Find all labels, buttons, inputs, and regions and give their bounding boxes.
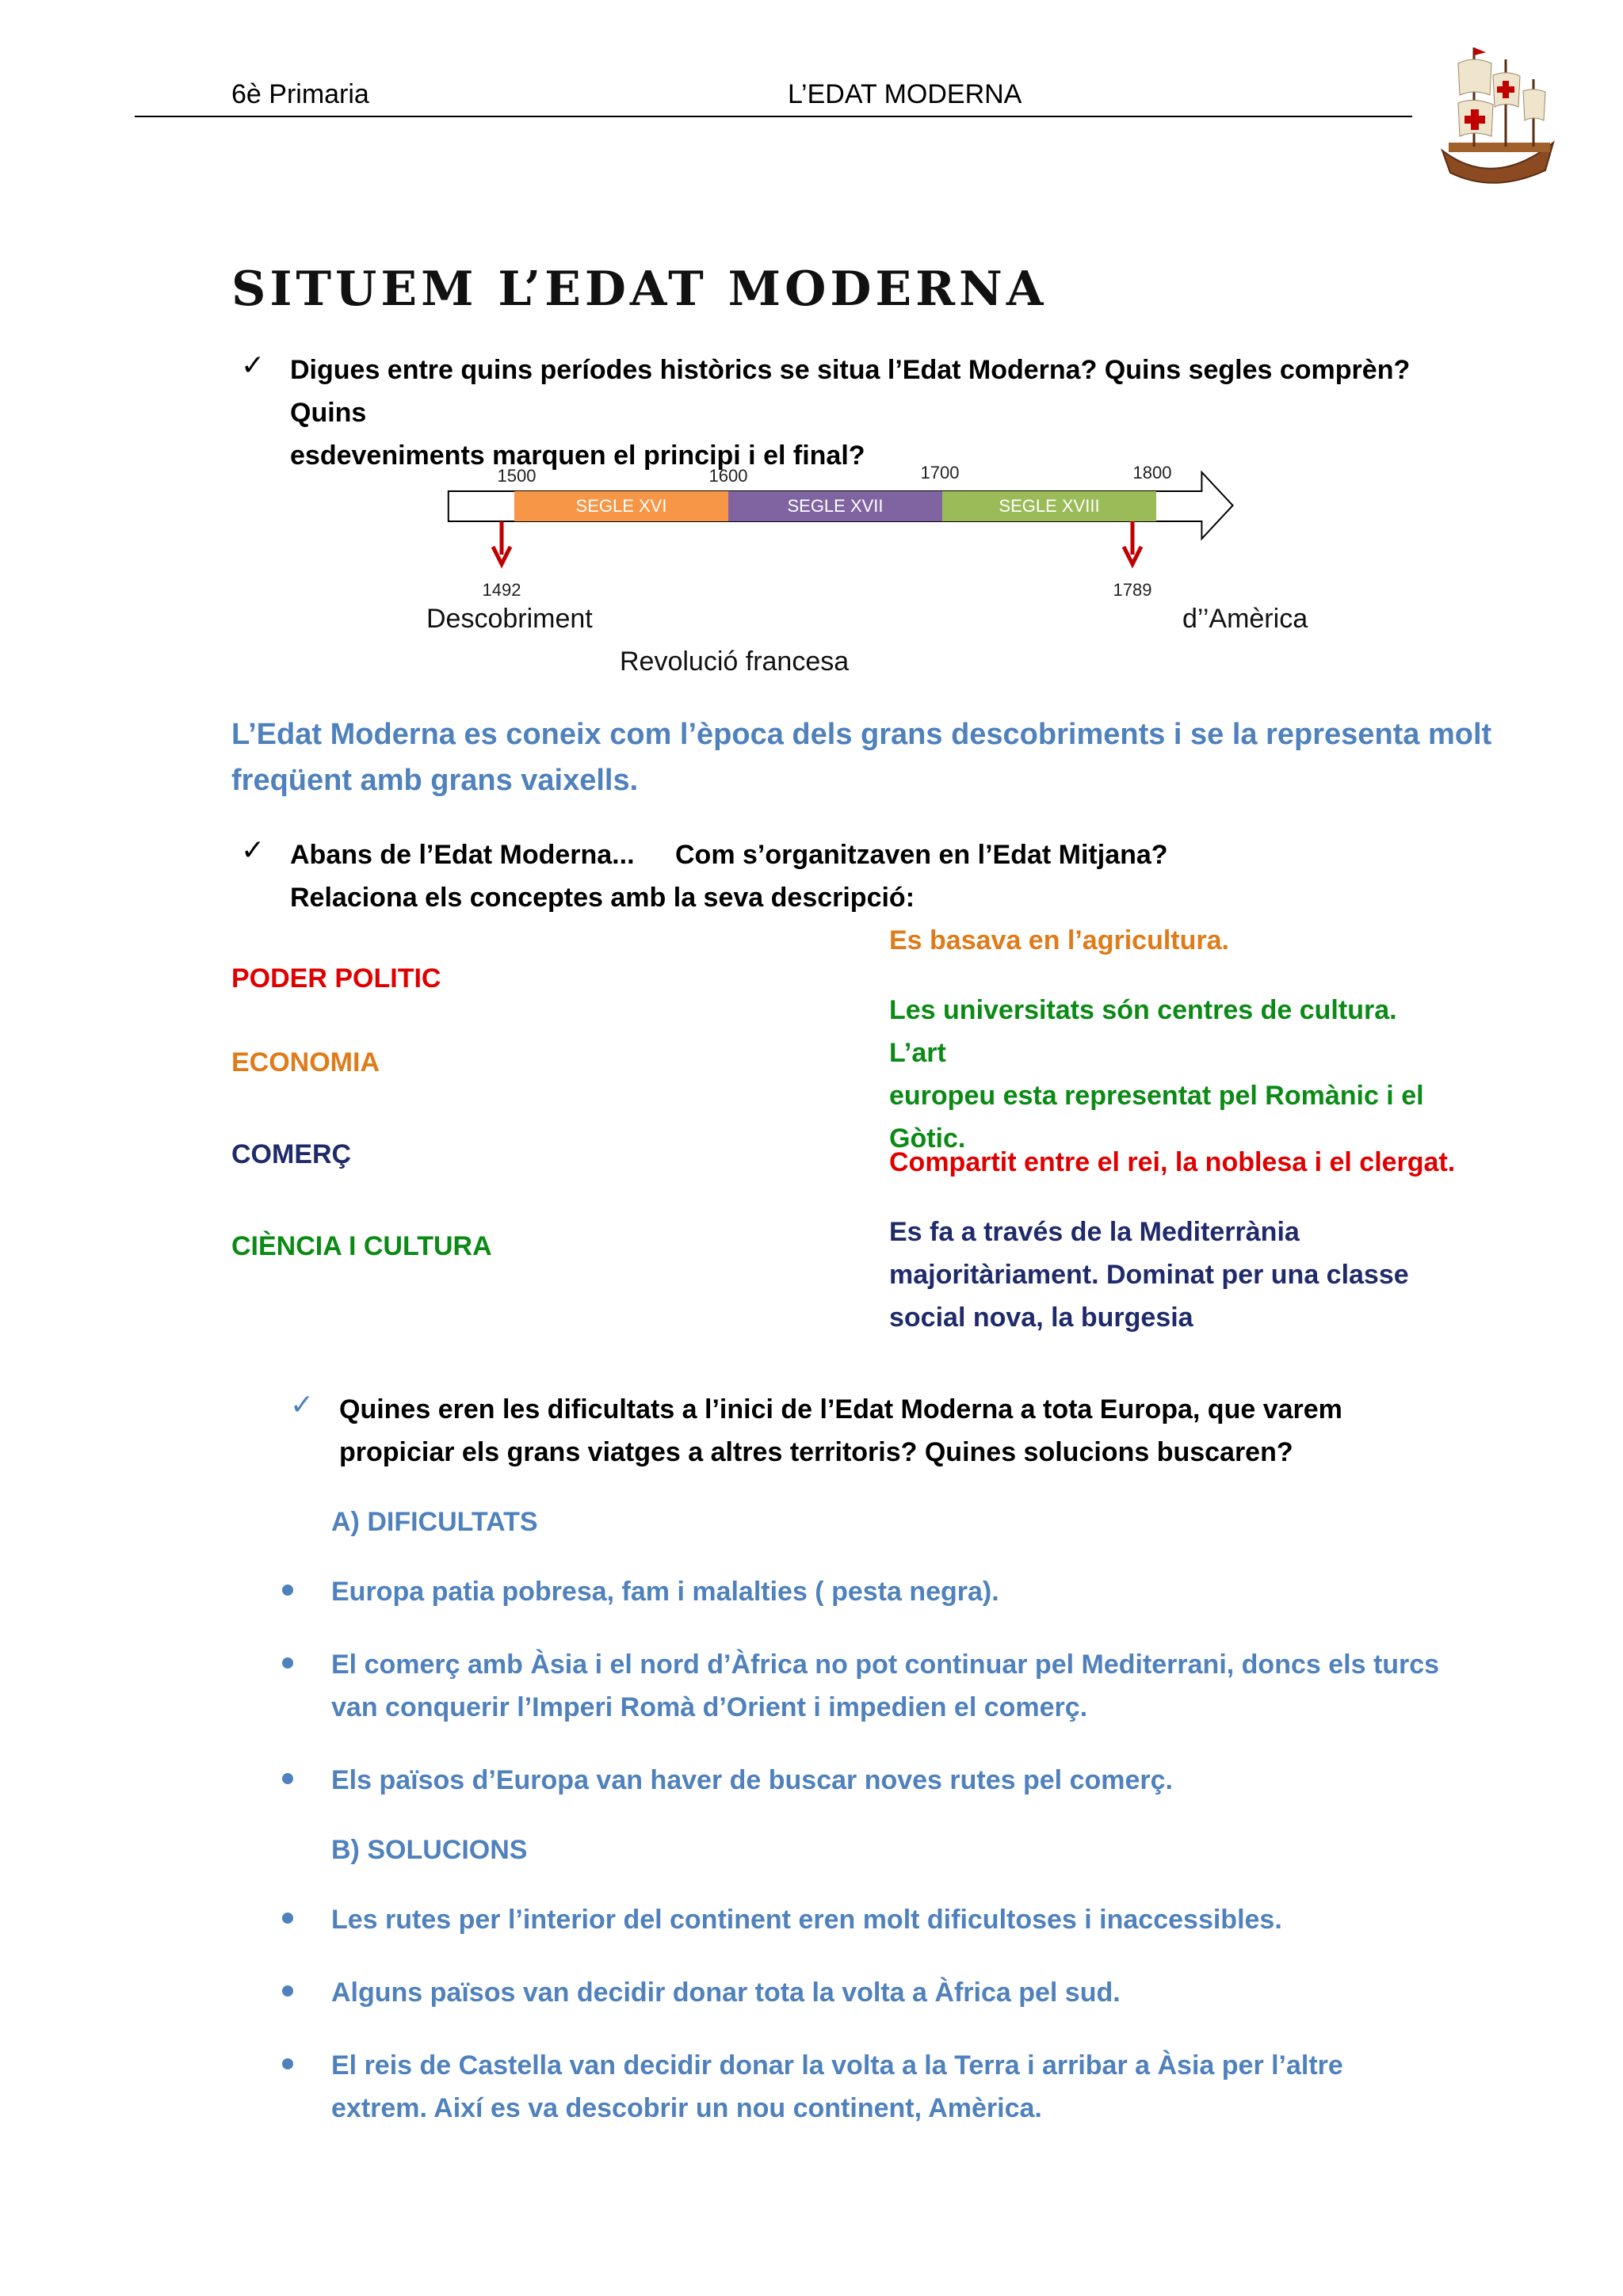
question-2-part-1: Abans de l’Edat Moderna... — [290, 840, 635, 870]
concept-poder-politic: PODER POLITIC — [231, 963, 441, 994]
solucio-2: Alguns països van decidir donar tota la volta a Àfrica pel sud. — [331, 1978, 1121, 2008]
solucio-3-line-1: El reis de Castella van decidir donar la volta a la Terra i arribar a Àsia per l’altre — [331, 2050, 1343, 2081]
year-1600: 1600 — [708, 466, 748, 486]
description-cultura-line-3: Gòtic. — [889, 1123, 966, 1154]
timeline-diagram — [441, 460, 1241, 618]
description-poder: Compartit entre el rei, la noblesa i el clergat. — [889, 1147, 1456, 1177]
question-3-line-1: Quines eren les dificultats a l’inici de l’Edat Moderna a tota Europa, que varem — [339, 1394, 1342, 1425]
dificultat-1: Europa patia pobresa, fam i malalties ( pesta negra). — [331, 1577, 999, 1607]
section-a-heading: A) DIFICULTATS — [331, 1507, 538, 1537]
concept-economia: ECONOMIA — [231, 1047, 380, 1077]
timeline-text-right: d’’Amèrica — [1182, 604, 1308, 634]
concept-ciencia-cultura: CIÈNCIA I CULTURA — [231, 1231, 492, 1261]
dificultat-3: Els països d’Europa van haver de buscar noves rutes pel comerç. — [331, 1765, 1173, 1795]
year-1789: 1789 — [1113, 580, 1152, 600]
question-3 — [339, 1388, 1449, 1474]
header-center: L’EDAT MODERNA — [788, 79, 1022, 109]
checkmark-icon: ✓ — [241, 833, 265, 866]
intro-line-1: L’Edat Moderna es coneix com l’època dels grans descobriments i se la representa molt — [231, 718, 1492, 751]
question-1-line-1: Digues entre quins períodes històrics se situa l’Edat Moderna? Quins segles comprèn? Quins — [290, 355, 1411, 428]
dificultat-2 — [331, 1643, 1441, 1729]
year-1700: 1700 — [920, 463, 960, 482]
intro-line-2: freqüent amb grans vaixells. — [231, 764, 639, 797]
dificultat-2-line-2: van conquerir l’Imperi Romà d’Orient i impedien el comerç. — [331, 1692, 1088, 1722]
solucio-1: Les rutes per l’interior del continent eren molt dificultoses i inaccessibles. — [331, 1905, 1282, 1935]
description-cultura-line-2: europeu esta representat pel Romànic i el — [889, 1081, 1424, 1111]
year-1492: 1492 — [482, 580, 521, 600]
description-comerc-line-3: social nova, la burgesia — [889, 1302, 1193, 1333]
intro-paragraph — [231, 711, 1515, 803]
header-left: 6è Primaria — [231, 79, 369, 109]
bullet-icon — [282, 1773, 293, 1784]
checkmark-icon: ✓ — [290, 1388, 315, 1421]
question-2-part-2: Com s’organitzaven en l’Edat Mitjana? — [675, 840, 1168, 870]
checkmark-icon: ✓ — [241, 349, 265, 381]
description-cultura — [889, 989, 1460, 1160]
segment-xvi-label: SEGLE XVI — [575, 496, 667, 516]
concept-comerc: COMERÇ — [231, 1139, 352, 1169]
timeline-text-left: Descobriment — [426, 604, 593, 634]
question-1 — [290, 349, 1479, 477]
timeline-text-bottom: Revolució francesa — [620, 646, 850, 677]
marker-1789-arrow — [1124, 521, 1141, 564]
description-agricultura: Es basava en l’agricultura. — [889, 925, 1229, 955]
bullet-icon — [282, 1585, 293, 1596]
question-1-line-2: esdeveniments marquen el principi i el final? — [290, 441, 865, 471]
solucio-3-line-2: extrem. Així es va descobrir un nou continent, Amèrica. — [331, 2093, 1042, 2123]
section-b-heading: B) SOLUCIONS — [331, 1835, 528, 1865]
bullet-icon — [282, 1657, 293, 1669]
bullet-icon — [282, 1913, 293, 1924]
ship-icon — [1426, 32, 1561, 198]
solucio-3 — [331, 2044, 1441, 2130]
description-comerc-line-2: majoritàriament. Dominat per una classe — [889, 1260, 1409, 1290]
marker-1492-arrow — [493, 521, 510, 564]
description-comerc-line-1: Es fa a través de la Mediterrània — [889, 1217, 1300, 1247]
description-cultura-line-1: Les universitats són centres de cultura. L’art — [889, 995, 1397, 1068]
year-1500: 1500 — [497, 466, 537, 486]
segment-xviii-label: SEGLE XVIII — [999, 496, 1100, 516]
segment-xvii-label: SEGLE XVII — [787, 496, 884, 516]
page-title: SITUEM L’EDAT MODERNA — [231, 261, 1048, 317]
bullet-icon — [282, 1985, 293, 1997]
description-comerc — [889, 1211, 1460, 1339]
question-2-line-2: Relaciona els conceptes amb la seva descripció: — [290, 883, 915, 913]
year-1800: 1800 — [1132, 463, 1172, 482]
question-3-line-2: propiciar els grans viatges a altres territoris? Quines solucions buscaren? — [339, 1437, 1293, 1467]
header-divider — [135, 116, 1412, 117]
bullet-icon — [282, 2058, 293, 2069]
dificultat-2-line-1: El comerç amb Àsia i el nord d’Àfrica no pot continuar pel Mediterrani, doncs els turcs — [331, 1650, 1440, 1680]
